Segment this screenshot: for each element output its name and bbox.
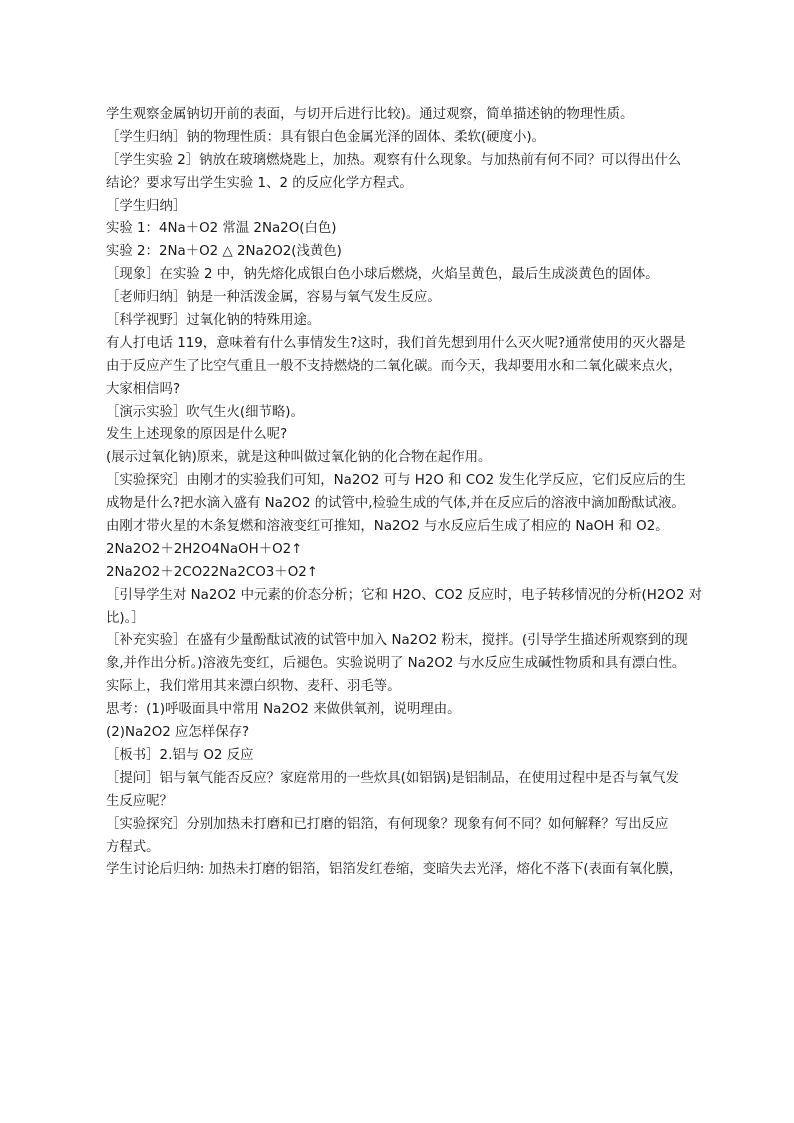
text-line: (展示过氧化钠)原来，就是这种叫做过氧化钠的化合物在起作用。 (106, 450, 492, 466)
text-line: 学生观察金属钠切开前的表面，与切开后进行比较)。通过观察，简单描述钠的物理性质。 (106, 107, 634, 122)
text-line: 2Na2O2＋2CO22Na2CO3＋O2↑ (106, 564, 318, 580)
text-line: 由刚才带火星的木条复燃和溶液变红可推知，Na2O2 与水反应后生成了相应的 NaOH 和 O2。 (106, 519, 669, 535)
text-line: 结论？要求写出学生实验 1、2 的反应化学方程式。 (106, 175, 413, 191)
text-line: 成物是什么?把水滴入盛有 Na2O2 的试管中,检验生成的气体,并在反应后的溶液中滴加酚酞试液。 (106, 496, 685, 512)
text-line: 有人打电话 119，意味着有什么事情发生?这时，我们首先想到用什么灭火呢?通常使用的灭火器是 (106, 335, 686, 351)
text-line: 实验 2：2Na＋O2 △ 2Na2O2(浅黄色) (106, 244, 342, 260)
text-line: ［现象］在实验 2 中，钠先熔化成银白色小球后燃烧，火焰呈黄色，最后生成淡黄色的固体。 (106, 267, 659, 283)
text-line: ［学生归纳］钠的物理性质：具有银白色金属光泽的固体、柔软(硬度小)。 (106, 129, 545, 145)
text-line: 2Na2O2＋2H2O4NaOH＋O2↑ (106, 541, 303, 557)
text-line: ［演示实验］吹气生火(细节略)。 (106, 404, 304, 420)
text-line: ［实验探究］由刚才的实验我们可知，Na2O2 可与 H2O 和 CO2 发生化学反应，它们反应后的生 (106, 473, 686, 489)
text-line: (2)Na2O2 应怎样保存? (106, 725, 250, 741)
document-body (106, 104, 706, 882)
text-line: 实验 1：4Na＋O2 常温 2Na2O(白色) (106, 221, 337, 237)
text-line: 生反应呢？ (106, 793, 173, 809)
text-line: ［引导学生对 Na2O2 中元素的价态分析；它和 H2O、CO2 反应时，电子转移情况的分析(H2O2 对 (106, 587, 702, 603)
text-line: 方程式。 (106, 839, 160, 855)
text-line: 比)。］ (106, 610, 145, 626)
text-line: 象,并作出分析。)溶液先变红，后褪色。实验说明了 Na2O2 与水反应生成碱性物质和具有漂白性。 (106, 656, 686, 672)
text-line: ［实验探究］分别加热未打磨和已打磨的铝箔，有何现象？现象有何不同？如何解释？写出反应 (106, 816, 669, 832)
text-line: 由于反应产生了比空气重且一般不支持燃烧的二氧化碳。而今天，我却要用水和二氧化碳来点火， (106, 358, 682, 374)
text-line: 实际上，我们常用其来漂白织物、麦秆、羽毛等。 (106, 679, 401, 695)
text-line: ［补充实验］在盛有少量酚酞试液的试管中加入 Na2O2 粉末，搅拌。(引导学生描述所观察到的现 (106, 633, 688, 649)
text-line: ［学生归纳］ (106, 198, 187, 214)
text-line: 学生讨论后归纳: 加热未打磨的铝箔，铝箔发红卷缩，变暗失去光泽，熔化不落下(表面有氧化膜， (106, 862, 683, 878)
text-line: 大家相信吗? (106, 381, 181, 397)
text-line: ［板书］2.铝与 O2 反应 (106, 747, 254, 763)
text-line: 发生上述现象的原因是什么呢? (106, 427, 288, 443)
text-line: ［提问］铝与氧气能否反应？家庭常用的一些炊具(如铝锅)是铝制品，在使用过程中是否与氧气发 (106, 770, 679, 786)
text-line: ［学生实验 2］钠放在玻璃燃烧匙上，加热。观察有什么现象。与加热前有何不同？可以得出什么 (106, 152, 682, 168)
text-line: ［科学视野］过氧化钠的特殊用途。 (106, 313, 321, 329)
text-line: 思考：(1)呼吸面具中常用 Na2O2 来做供氧剂，说明理由。 (106, 702, 461, 718)
text-line: ［老师归纳］钠是一种活泼金属，容易与氧气发生反应。 (106, 290, 441, 306)
